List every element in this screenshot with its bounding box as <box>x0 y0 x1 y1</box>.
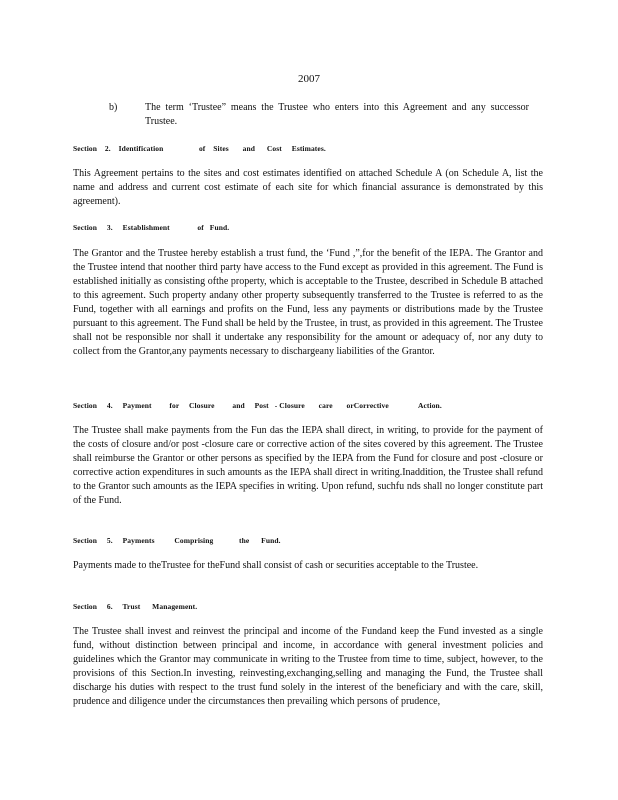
item-text: The term ‘Trustee” means the Trustee who enters into this Agreement and any successor Trustee. <box>145 102 529 127</box>
page-year: 2007 <box>298 73 320 85</box>
section-6-body: The Trustee shall invest and reinvest the principal and income of the Fundand keep the Fund invested as a single fund, without distinction between principal and income, in accordance with general investment policies and guidelines which the Grantor may communicate in writing to the Trustee from time to time, subject, however, to the provisions of this Section.In investing, reinvesting,exchanging,selling and managing the Fund, the Trustee shall discharge his duties with respect to the trust fund solely in the interest of the beneficiary and with the care, skill, prudence and diligence under the circumstances then prevailing which persons of prudence, <box>73 626 543 707</box>
section-5-heading: Section 5. Payments Comprising the Fund. <box>73 536 281 545</box>
section-6-heading: Section 6. Trust Management. <box>73 602 198 611</box>
item-label: b) <box>109 102 118 113</box>
section-4-body: The Trustee shall make payments from the Fun das the IEPA shall direct, in writing, to provide for the payment of the costs of closure and/or post -closure care or corrective action of the sites covered by this agreement. The Trustee shall reimburse the Grantor or other persons as specified by the IEPA from the Fund for closure and post -closure or corrective action expenditures in such amounts as the IEPA shall direct in writing.Inaddition, the Trustee shall refund to the Grantor such amounts as the IEPA specifies in writing. Upon refund, suchfu nds shall no longer constitute part of the Fund. <box>73 425 543 506</box>
section-5-body: Payments made to theTrustee for theFund shall consist of cash or securities acceptable to the Trustee. <box>73 560 479 571</box>
section-2-heading: Section 2. Identification of Sites and Cost Estimates. <box>73 144 326 153</box>
section-4-heading: Section 4. Payment for Closure and Post - Closure care orCorrective Action. <box>73 401 442 410</box>
section-2-body: This Agreement pertains to the sites and cost estimates identified on attached Schedule A (on Schedule A, list the name and address and current cost estimate of each site for which financial assurance is demonstrated by this agreement). <box>73 168 543 207</box>
section-3-body: The Grantor and the Trustee hereby establish a trust fund, the ‘Fund ,”,for the benefit of the IEPA. The Grantor and the Trustee intend that noother third party have access to the Fund except as provided in this agreement. The Fund is established initially as consisting ofthe property, which is acceptable to the Trustee, described in Schedule B attached to this agreement. Such property andany other property subsequently transferred to the Trustee is referred to as the Fund, together with all earnings and profits on the Fund, less any payments or distributions made by the Trustee pursuant to this agreement. The Fund shall be held by the Trustee, in trust, as provided in this agreement. The Trustee shall not be responsible nor shall it undertake any responsibility for the amount or adequacy of, nor any duty to collect from the Grantor,any payments necessary to dischargeany liabilities of the Grantor. <box>73 248 543 357</box>
section-3-heading: Section 3. Establishment of Fund. <box>73 223 230 232</box>
